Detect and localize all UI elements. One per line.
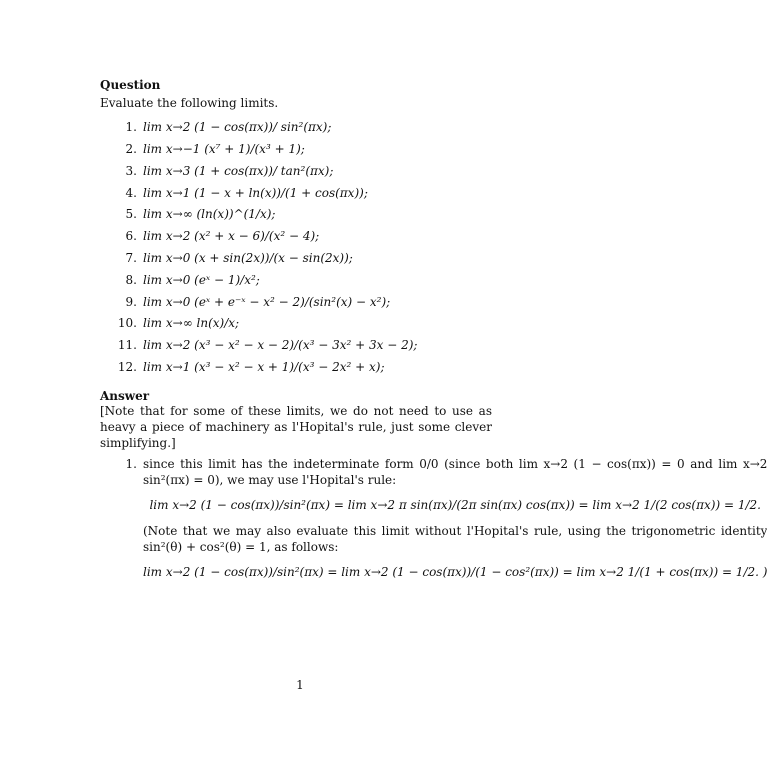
list-item [100,161,492,183]
answer-number: 1. [125,457,137,472]
item-number: 11. [117,338,137,353]
list-item [100,248,492,270]
item-number: 1. [125,120,137,135]
item-text: lim x→2 (x³ − x² − x − 2)/(x³ − 3x² + 3x − 2); [143,338,418,353]
item-text: lim x→−1 (x⁷ + 1)/(x³ + 1); [143,142,305,157]
item-text: lim x→2 (x² + x − 6)/(x² − 4); [143,229,320,244]
item-text: lim x→0 (eˣ − 1)/x²; [143,272,260,287]
list-item [100,117,492,139]
item-number: 9. [125,294,137,309]
question-heading: Question [100,78,161,92]
list-item [100,226,492,248]
answer-heading: Answer [100,388,150,403]
answer-note: [Note that for some of these limits, we do not need to use as heavy a piece of machinery as l'Hopital's rule, just some clever simplifying.] [100,404,492,450]
followup-text: (Note that we may also evaluate this limit without l'Hopital's rule, using the trigonometric identity sin²(θ) + cos²(θ) = 1, as follows: [143,523,767,554]
item-text: lim x→1 (1 − x + ln(x))/(1 + cos(πx)); [143,185,368,200]
item-text: lim x→1 (x³ − x² − x + 1)/(x³ − 2x² + x); [143,360,385,375]
answer-text: since this limit has the indeterminate form 0/0 (since both lim x→2 (1 − cos(πx)) = 0 and lim x→2 sin²(πx) = 0), we may use l'Hopital's rule: [143,457,767,487]
item-number: 12. [117,360,137,375]
display-equation-alt: lim x→2 (1 − cos(πx))/sin²(πx) = lim x→2 (1 − cos(πx))/(1 − cos²(πx)) = lim x→2 1/(1 + cos(πx)) = 1/2. ) [143,565,767,580]
item-text: lim x→0 (x + sin(2x))/(x − sin(2x)); [143,251,353,266]
list-item [100,357,492,379]
item-text: lim x→∞ ln(x)/x; [143,316,240,331]
list-item [100,204,492,226]
list-item [100,335,492,357]
question-intro: Evaluate the following limits. [100,95,279,110]
question-list [100,117,492,379]
item-text: lim x→0 (eˣ + e⁻ˣ − x² − 2)/(sin²(x) − x²); [143,294,391,309]
answer-item [100,457,767,591]
document-page [100,78,767,591]
item-number: 6. [125,229,137,244]
item-number: 2. [125,142,137,157]
item-number: 5. [125,207,137,222]
display-equation: lim x→2 (1 − cos(πx))/sin²(πx) = lim x→2 π sin(πx)/(2π sin(πx) cos(πx)) = lim x→2 1/(2 cos(πx)) = 1/2. [149,498,761,513]
list-item [100,292,492,314]
item-text: lim x→∞ (ln(x))^(1/x); [143,207,276,222]
answer-body [143,457,767,591]
item-number: 3. [125,163,137,178]
item-number: 10. [117,316,137,331]
item-number: 8. [125,272,137,287]
list-item [100,139,492,161]
page-number: 1 [296,678,304,692]
item-number: 4. [125,185,137,200]
list-item [100,313,492,335]
list-item [100,183,492,205]
item-text: lim x→3 (1 + cos(πx))/ tan²(πx); [143,163,334,178]
item-number: 7. [125,251,137,266]
item-text: lim x→2 (1 − cos(πx))/ sin²(πx); [143,120,332,135]
list-item [100,270,492,292]
